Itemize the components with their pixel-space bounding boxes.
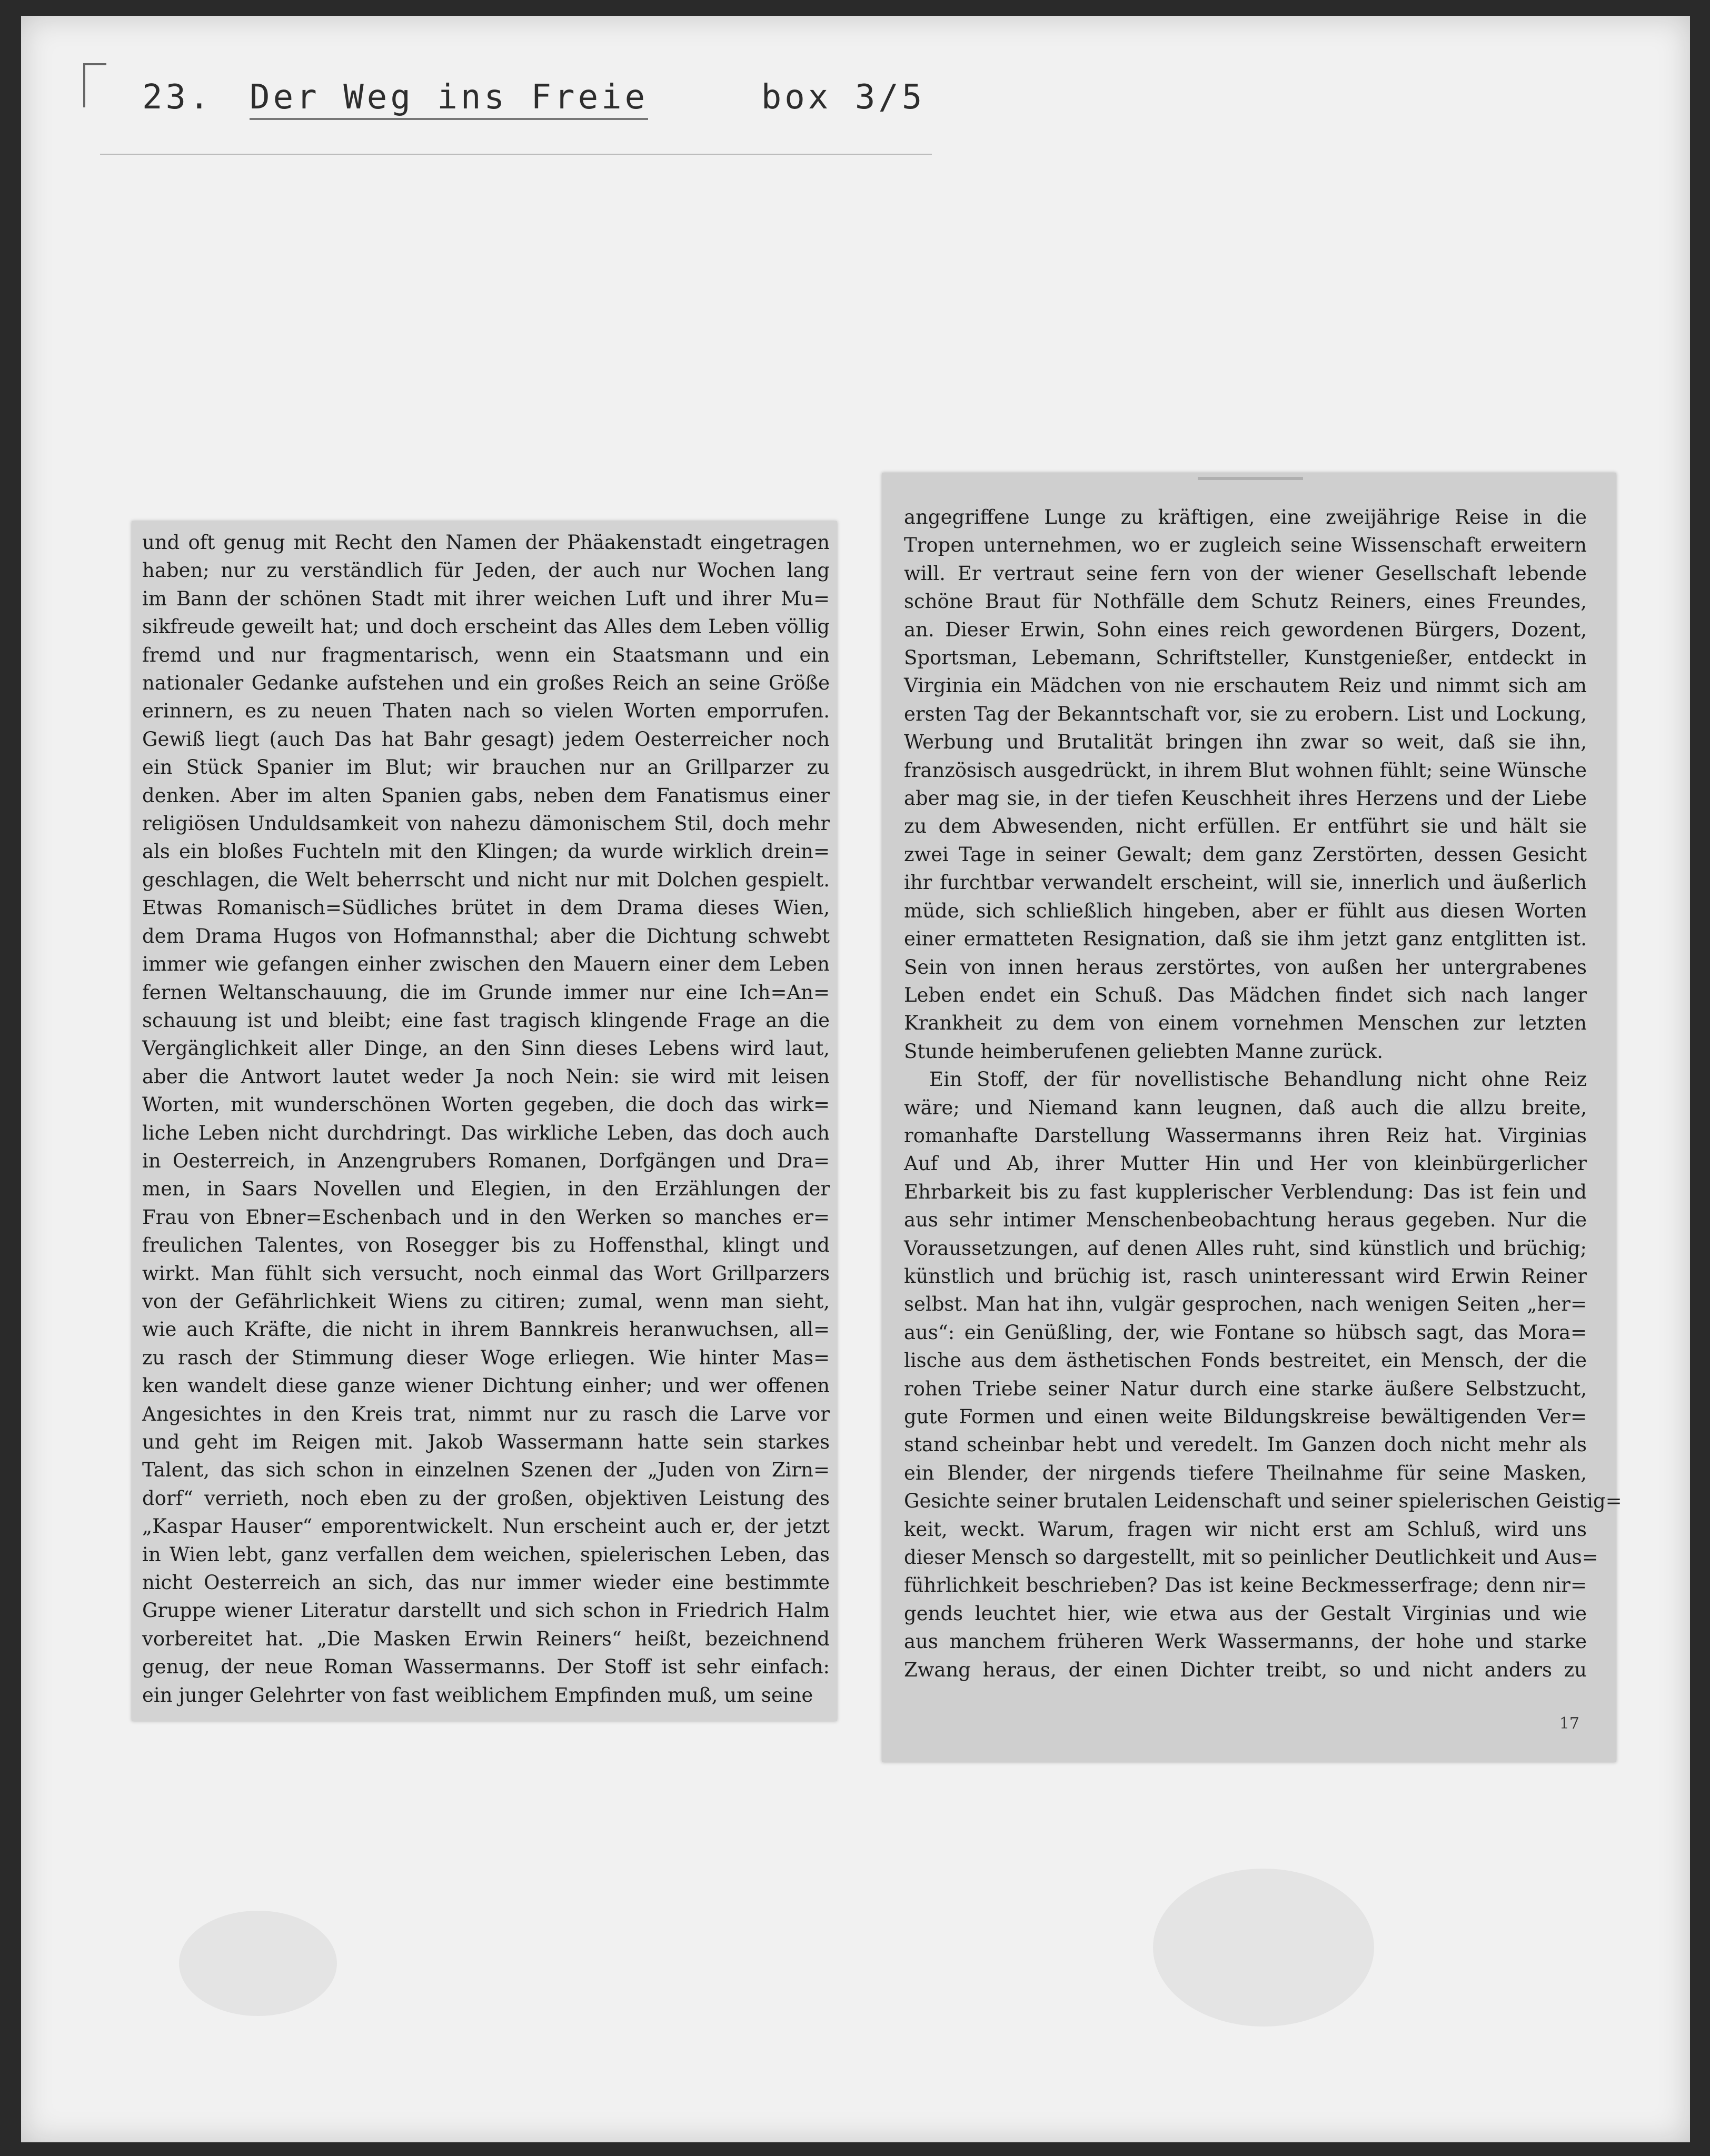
text-line: dorf“ verrieth, noch eben zu der großen, objektiven Leistung des [142, 1486, 830, 1510]
text-line: französisch ausgedrückt, in ihrem Blut wohnen fühlt; seine Wünsche [904, 758, 1587, 782]
text-line: zu rasch der Stimmung dieser Woge erliegen. Wie hinter Mas= [142, 1346, 830, 1369]
text-line: denken. Aber im alten Spanien gabs, neben dem Fanatismus einer [142, 784, 830, 807]
text-line: ihr furchtbar verwandelt erscheint, will sie, innerlich und äußerlich [904, 871, 1587, 894]
text-line: aus“: ein Genüßling, der, wie Fontane so hübsch sagt, das Mora= [904, 1321, 1587, 1344]
text-line: und oft genug mit Recht den Namen der Phäakenstadt eingetragen [142, 531, 830, 554]
corner-bracket-mark [83, 63, 106, 107]
text-line: nicht Oesterreich an sich, das nur immer wieder eine bestimmte [142, 1571, 830, 1594]
text-line: lische aus dem ästhetischen Fonds bestreitet, ein Mensch, der die [904, 1349, 1587, 1372]
paper-stain [1153, 1869, 1374, 2027]
text-line: freulichen Talentes, von Rosegger bis zu Hoffensthal, klingt und [142, 1234, 830, 1257]
text-line: in Oesterreich, in Anzengrubers Romanen, Dorfgängen und Dra= [142, 1149, 830, 1172]
text-line: men, in Saars Novellen und Elegien, in den Erzählungen der [142, 1177, 830, 1201]
text-line: Etwas Romanisch=Südliches brütet in dem Drama dieses Wien, [142, 896, 830, 920]
text-line: Ein Stoff, der für novellistische Behandlung nicht ohne Reiz [929, 1068, 1587, 1091]
right-column-text [904, 503, 1622, 1684]
text-line: Leben endet ein Schuß. Das Mädchen findet sich nach langer [904, 983, 1587, 1006]
text-line: dem Drama Hugos von Hofmannsthal; aber die Dichtung schwebt [142, 924, 830, 947]
paper-stain [179, 1911, 337, 2016]
text-line: Worten, mit wunderschönen Worten gegeben, die doch das wirk= [142, 1093, 830, 1116]
text-line: religiösen Unduldsamkeit von nahezu dämonischem Stil, doch mehr [142, 812, 830, 835]
text-line: schauung ist und bleibt; eine fast tragisch klingende Frage an die [142, 1009, 830, 1032]
text-line: Angesichtes in den Kreis trat, nimmt nur zu rasch die Larve vor [142, 1402, 830, 1425]
text-line: Vergänglichkeit aller Dinge, an den Sinn dieses Lebens wird laut, [142, 1037, 830, 1060]
text-line: Sein von innen heraus zerstörtes, von außen her untergrabenes [904, 955, 1587, 979]
text-line: künstlich und brüchig ist, rasch uninteressant wird Erwin Reiner [904, 1264, 1587, 1287]
text-line: Gewiß liegt (auch Das hat Bahr gesagt) jedem Oesterreicher noch [142, 727, 830, 751]
text-line: ein Stück Spanier im Blut; wir brauchen nur an Grillparzer zu [142, 756, 830, 779]
folder-number: 23. [142, 78, 213, 117]
text-line: selbst. Man hat ihn, vulgär gesprochen, nach wenigen Seiten „her= [904, 1293, 1587, 1316]
text-line: geschlagen, die Welt beherrscht und nicht nur mit Dolchen gespielt. [142, 868, 830, 891]
text-line: Werbung und Brutalität bringen ihn zwar so weit, daß sie ihn, [904, 731, 1587, 754]
text-line: aus manchem früheren Werk Wassermanns, der hohe und starke [904, 1630, 1587, 1653]
text-line: keit, weckt. Warum, fragen wir nicht erst am Schluß, wird uns [904, 1518, 1587, 1541]
text-line: aber mag sie, in der tiefen Keuschheit ihres Herzens und der Liebe [904, 787, 1587, 810]
text-line: sikfreude geweilt hat; und doch erscheint das Alles dem Leben völlig [142, 615, 830, 638]
text-line: vorbereitet hat. „Die Masken Erwin Reiners“ heißt, bezeichnend [142, 1627, 830, 1650]
text-line: wäre; und Niemand kann leugnen, daß auch die allzu breite, [904, 1096, 1587, 1119]
text-line: Virginia ein Mädchen von nie erschautem Reiz und nimmt sich am [904, 674, 1587, 697]
text-line: gute Formen und einen weite Bildungskreise bewältigenden Ver= [904, 1405, 1587, 1428]
torn-edge-mark [1198, 477, 1303, 480]
text-line: romanhafte Darstellung Wassermanns ihren Reiz hat. Virginias [904, 1124, 1587, 1147]
text-line: Stunde heimberufenen geliebten Manne zurück. [904, 1040, 1384, 1063]
text-line: Frau von Ebner=Eschenbach und in den Werken so manches er= [142, 1205, 830, 1229]
text-line: schöne Braut für Nothfälle dem Schutz Reiners, eines Freundes, [904, 590, 1587, 613]
text-line: müde, sich schließlich hingeben, aber er fühlt aus diesen Worten [904, 899, 1587, 922]
text-line: an. Dieser Erwin, Sohn eines reich gewordenen Bürgers, Dozent, [904, 618, 1587, 641]
text-line: zwei Tage in seiner Gewalt; dem ganz Zerstörten, dessen Gesicht [904, 843, 1587, 866]
folder-header [142, 78, 925, 117]
text-line: Krankheit zu dem von einem vornehmen Menschen zur letzten [904, 1012, 1587, 1035]
text-line: fernen Weltanschauung, die im Grunde immer nur eine Ich=An= [142, 981, 830, 1004]
text-line: einer ermatteten Resignation, daß sie ihm jetzt ganz entglitten ist. [904, 927, 1587, 951]
newspaper-clipping-right [882, 473, 1622, 1762]
text-line: stand scheinbar hebt und veredelt. Im Ganzen doch nicht mehr als [904, 1433, 1587, 1456]
text-line: Ehrbarkeit bis zu fast kupplerischer Verblendung: Das ist fein und [904, 1180, 1587, 1203]
text-line: ken wandelt diese ganze wiener Dichtung einher; und wer offenen [142, 1374, 830, 1398]
text-line: ein junger Gelehrter von fast weiblichem Empfinden muß, um seine [142, 1683, 813, 1706]
text-line: ersten Tag der Bekanntschaft vor, sie zu erobern. List und Lockung, [904, 702, 1587, 725]
text-line: liche Leben nicht durchdringt. Das wirkliche Leben, das doch auch [142, 1121, 830, 1144]
text-line: aber die Antwort lautet weder Ja noch Nein: sie wird mit leisen [142, 1065, 830, 1088]
text-line: in Wien lebt, ganz verfallen dem weichen, spielerischen Leben, das [142, 1543, 830, 1566]
text-line: führlichkeit beschrieben? Das ist keine Beckmesserfrage; denn nir= [904, 1574, 1587, 1597]
folder-title: Der Weg ins Freie [250, 78, 648, 120]
text-line: Gesichte seiner brutalen Leidenschaft und seiner spielerischen Geistig= [904, 1490, 1622, 1513]
text-line: gends leuchtet hier, wie etwa aus der Gestalt Virginias und wie [904, 1602, 1587, 1625]
text-line: ein Blender, der nirgends tiefere Theilnahme für seine Masken, [904, 1461, 1587, 1484]
text-line: von der Gefährlichkeit Wiens zu citiren; zumal, wenn man sieht, [142, 1290, 830, 1313]
text-line: zu dem Abwesenden, nicht erfüllen. Er entführt sie und hält sie [904, 815, 1587, 838]
text-line: Zwang heraus, der einen Dichter treibt, so und nicht anders zu [904, 1658, 1587, 1681]
text-line: wie auch Kräfte, die nicht in ihrem Bannkreis heranwuchsen, all= [142, 1318, 830, 1341]
text-line: rohen Triebe seiner Natur durch eine starke äußere Selbstzucht, [904, 1377, 1587, 1400]
text-line: nationaler Gedanke aufstehen und ein großes Reich an seine Größe [142, 672, 830, 695]
newspaper-clipping-left [132, 521, 837, 1721]
text-line: und geht im Reigen mit. Jakob Wassermann hatte sein starkes [142, 1431, 830, 1453]
text-line: aus sehr intimer Menschenbeobachtung heraus gegeben. Nur die [904, 1209, 1587, 1232]
left-column-text [142, 528, 830, 1709]
text-line: angegriffene Lunge zu kräftigen, eine zweijährige Reise in die [904, 506, 1587, 528]
text-line: erinnern, es zu neuen Thaten nach so vielen Worten emporrufen. [142, 700, 830, 723]
text-line: „Kaspar Hauser“ emporentwickelt. Nun erscheint auch er, der jetzt [142, 1515, 830, 1538]
header-divider [100, 154, 932, 155]
text-line: Auf und Ab, ihrer Mutter Hin und Her von kleinbürgerlicher [904, 1152, 1587, 1175]
text-line: als ein bloßes Fuchteln mit den Klingen; da wurde wirklich drein= [142, 840, 830, 863]
text-line: immer wie gefangen einher zwischen den Mauern einer dem Leben [142, 953, 830, 976]
text-line: Gruppe wiener Literatur darstellt und sich schon in Friedrich Halm [142, 1599, 830, 1622]
text-line: genug, der neue Roman Wassermanns. Der Stoff ist sehr einfach: [142, 1655, 830, 1679]
text-line: dieser Mensch so dargestellt, mit so peinlicher Deutlichkeit und Aus= [904, 1546, 1598, 1569]
text-line: fremd und nur fragmentarisch, wenn ein Staatsmann und ein [142, 643, 830, 666]
text-line: haben; nur zu verständlich für Jeden, der auch nur Wochen lang [142, 559, 830, 582]
text-line: Tropen unternehmen, wo er zugleich seine Wissenschaft erweitern [904, 534, 1587, 557]
text-line: Voraussetzungen, auf denen Alles ruht, sind künstlich und brüchig; [904, 1236, 1587, 1260]
page-number: 17 [1559, 1714, 1579, 1733]
box-label: box 3/5 [761, 78, 926, 117]
text-line: Talent, das sich schon in einzelnen Szenen der „Juden von Zirn= [142, 1459, 830, 1482]
text-line: will. Er vertraut seine fern von der wiener Gesellschaft lebende [904, 562, 1587, 585]
text-line: Sportsman, Lebemann, Schriftsteller, Kunstgenießer, entdeckt in [904, 646, 1587, 670]
text-line: wirkt. Man fühlt sich versucht, noch einmal das Wort Grillparzers [142, 1262, 830, 1285]
text-line: im Bann der schönen Stadt mit ihrer weichen Luft und ihrer Mu= [142, 587, 830, 610]
